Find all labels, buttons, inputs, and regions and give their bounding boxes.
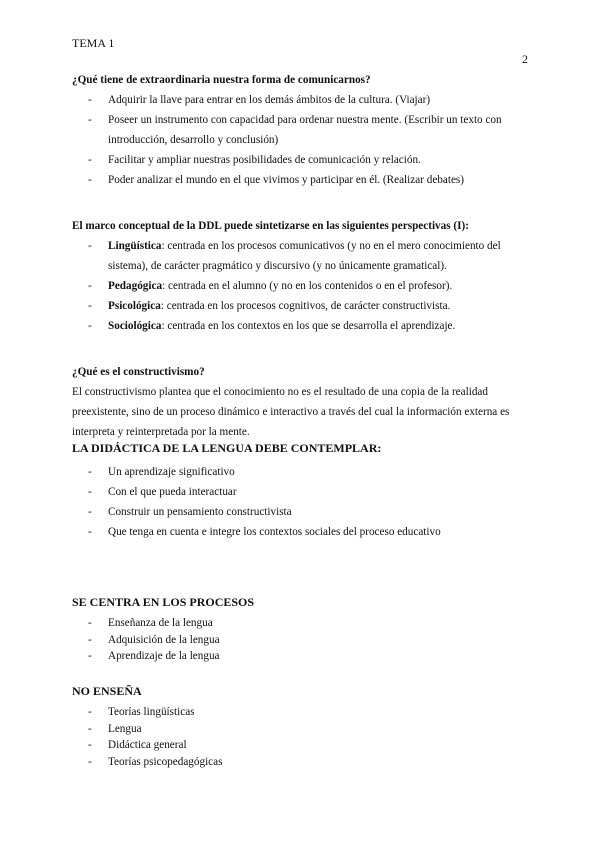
list-item bbox=[72, 236, 532, 276]
term-label: Lingüística bbox=[108, 240, 162, 252]
dash-marker: - bbox=[88, 706, 92, 718]
term-description: : centrada en los procesos cognitivos, de carácter constructivista. bbox=[160, 300, 451, 312]
list-item-text: Poseer un instrumento con capacidad para ordenar nuestra mente. (Escribir un texto con introducción, desarrollo y conclusión) bbox=[108, 114, 502, 146]
term-description: : centrada en los procesos comunicativos (y no en el mero conocimiento del sistema), de carácter pragmático y discursivo (y no únicamente gramatical). bbox=[108, 240, 501, 272]
list-item bbox=[72, 632, 532, 649]
dash-marker: - bbox=[88, 114, 92, 126]
dash-marker: - bbox=[88, 94, 92, 106]
list-item-text: Un aprendizaje significativo bbox=[108, 466, 235, 478]
list-item-text: Construir un pensamiento constructivista bbox=[108, 506, 292, 518]
list-item bbox=[72, 150, 532, 170]
bullet-list bbox=[72, 236, 532, 336]
section-heading: LA DIDÁCTICA DE LA LENGUA DEBE CONTEMPLAR: bbox=[72, 441, 382, 455]
list-item bbox=[72, 704, 532, 721]
bullet-list bbox=[72, 90, 532, 190]
list-item bbox=[72, 276, 532, 296]
list-item bbox=[72, 462, 532, 482]
list-item bbox=[72, 737, 532, 754]
list-item bbox=[72, 522, 532, 542]
list-item-text: Poder analizar el mundo en el que vivimos y participar en él. (Realizar debates) bbox=[108, 174, 464, 186]
section-heading: ¿Qué tiene de extraordinaria nuestra forma de comunicarnos? bbox=[72, 74, 371, 86]
list-item bbox=[72, 316, 532, 336]
list-item-text: Teorías lingüísticas bbox=[108, 706, 195, 718]
section-heading: NO ENSEÑA bbox=[72, 684, 142, 698]
bullet-list bbox=[72, 704, 532, 770]
header-title: TEMA 1 bbox=[72, 36, 115, 50]
section-heading: ¿Qué es el constructivismo? bbox=[72, 366, 205, 378]
dash-marker: - bbox=[88, 486, 92, 498]
section-does-not-teach bbox=[72, 681, 532, 770]
list-item-text: Lengua bbox=[108, 722, 142, 735]
list-item-text: Teorías psicopedagógicas bbox=[108, 755, 223, 768]
dash-marker: - bbox=[88, 466, 92, 478]
dash-marker: - bbox=[88, 240, 92, 252]
dash-marker: - bbox=[88, 617, 92, 629]
list-item-text: Didáctica general bbox=[108, 739, 187, 751]
section-constructivism bbox=[72, 362, 532, 442]
list-item bbox=[72, 90, 532, 110]
term-label: Pedagógica bbox=[108, 280, 163, 292]
dash-marker: - bbox=[88, 280, 92, 292]
dash-marker: - bbox=[88, 300, 92, 312]
list-item-text: Aprendizaje de la lengua bbox=[108, 650, 220, 662]
dash-marker: - bbox=[88, 739, 92, 751]
list-item bbox=[72, 721, 532, 738]
list-item-text: Adquisición de la lengua bbox=[108, 633, 220, 646]
dash-marker: - bbox=[88, 154, 92, 166]
paragraph: El constructivismo plantea que el conocimiento no es el resultado de una copia de la realidad preexistente, sino de un proceso dinámico e interactivo a través del cual la información externa es interpreta y reinterpretada por la mente. bbox=[72, 386, 510, 438]
list-item bbox=[72, 754, 532, 771]
list-item bbox=[72, 296, 532, 316]
page-number: 2 bbox=[522, 52, 528, 66]
section-heading: SE CENTRA EN LOS PROCESOS bbox=[72, 595, 255, 609]
list-item-text: Que tenga en cuenta e integre los contextos sociales del proceso educativo bbox=[108, 526, 441, 538]
dash-marker: - bbox=[88, 174, 92, 186]
section-processes bbox=[72, 592, 532, 665]
section-communication bbox=[72, 70, 532, 190]
term-label: Psicológica bbox=[108, 300, 161, 312]
list-item bbox=[72, 615, 532, 632]
list-item bbox=[72, 502, 532, 522]
section-heading: El marco conceptual de la DDL puede sintetizarse en las siguientes perspectivas (I): bbox=[72, 220, 469, 232]
dash-marker: - bbox=[88, 755, 92, 768]
dash-marker: - bbox=[88, 650, 92, 662]
list-item-text: Con el que pueda interactuar bbox=[108, 486, 237, 498]
dash-marker: - bbox=[88, 320, 92, 332]
section-didactics bbox=[72, 438, 532, 542]
term-description: : centrada en los contextos en los que se desarrolla el aprendizaje. bbox=[161, 320, 456, 332]
list-item bbox=[72, 482, 532, 502]
list-item bbox=[72, 648, 532, 665]
dash-marker: - bbox=[88, 722, 92, 735]
dash-marker: - bbox=[88, 526, 92, 538]
dash-marker: - bbox=[88, 506, 92, 518]
bullet-list bbox=[72, 615, 532, 665]
list-item bbox=[72, 170, 532, 190]
section-perspectives bbox=[72, 216, 532, 336]
term-label: Sociológica bbox=[108, 320, 162, 332]
bullet-list bbox=[72, 462, 532, 542]
term-description: : centrada en el alumno (y no en los contenidos o en el profesor). bbox=[162, 280, 453, 292]
list-item-text: Adquirir la llave para entrar en los demás ámbitos de la cultura. (Viajar) bbox=[108, 94, 431, 106]
list-item bbox=[72, 110, 532, 150]
list-item-text: Enseñanza de la lengua bbox=[108, 617, 213, 629]
dash-marker: - bbox=[88, 633, 92, 646]
list-item-text: Facilitar y ampliar nuestras posibilidades de comunicación y relación. bbox=[108, 154, 421, 166]
